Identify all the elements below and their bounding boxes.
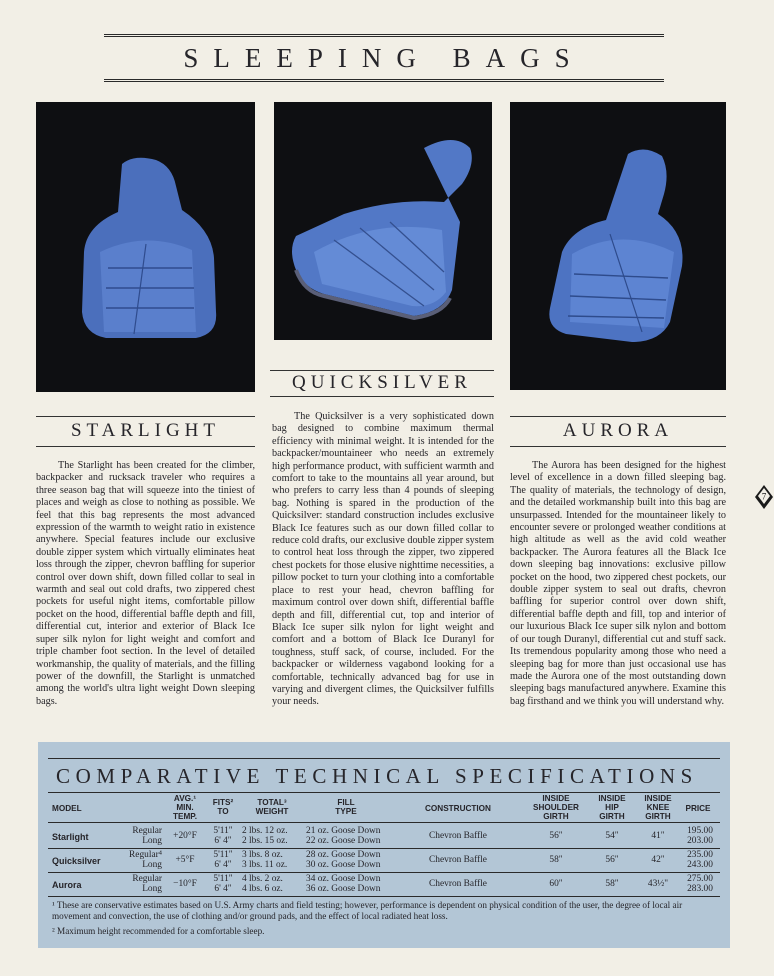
row-divider bbox=[48, 872, 720, 873]
diamond-icon bbox=[752, 484, 774, 510]
row-divider bbox=[48, 848, 720, 849]
row-knee: 41" bbox=[651, 831, 665, 841]
row-weight: 3 lbs. 8 oz. 3 lbs. 11 oz. bbox=[242, 850, 288, 871]
aurora-photo bbox=[510, 102, 726, 390]
row-price: 235.00 243.00 bbox=[687, 850, 713, 871]
row-sizes: Regular⁴ Long bbox=[129, 850, 162, 871]
row-sizes: Regular Long bbox=[132, 874, 162, 895]
row-hip: 58" bbox=[605, 879, 619, 889]
quicksilver-description: The Quicksilver is a very sophisticated down bag designed to combine maximum thermal efficiency with minimal weight. It is intended for the backpacker/mountaineer who needs an extremely high performance product, with sufficient warmth and comfort to take to the mountains all year around, but who prefers to carry less than 4 pounds of sleeping bag. Nothing is spared in the production of the Quicksilver: standard construction includes exclusive Black Ice features such as our down filled collar to reduce cold drafts, our exclusive double zipper system to control heat loss through the zipper, two zippered chest pockets for those elusive nighttime necessities, a pillow pocket to turn your clothing into a comfortable place to rest your head, chevron baffling for maximum control over down shift, differential baffle depth and fill, differential cut, top and interior of Black Ice super silk nylon for light weight and comfort and a bottom of Black Ice Duranyl for toughness, stuff sack, of course, included. For the backpacker or wilderness vagabond looking for a comfortable, technically advanced bag for use in varying and divergent climes, the Quicksilver fulfills your needs. bbox=[272, 411, 494, 708]
footnote-1: ¹ These are conservative estimates based on U.S. Army charts and field testing; however, performance is dependent on physical condition of the user, the degree of local air movement and convection, the use of clothing and/or ground pads, and the effect of local radiated heat loss. bbox=[52, 900, 683, 921]
row-price: 275.00 283.00 bbox=[687, 874, 713, 895]
page-number: 7 bbox=[761, 491, 767, 502]
specs-title-rule bbox=[48, 792, 720, 793]
row-temp: +20°F bbox=[173, 831, 197, 841]
row-model: Starlight bbox=[52, 832, 89, 842]
row-shoulder: 58" bbox=[549, 855, 563, 865]
row-model: Quicksilver bbox=[52, 856, 101, 866]
quicksilver-title: QUICKSILVER bbox=[292, 372, 472, 393]
starlight-title-rule-bottom bbox=[36, 446, 255, 447]
row-fill: 28 oz. Goose Down 30 oz. Goose Down bbox=[306, 850, 381, 871]
row-knee: 43½" bbox=[647, 879, 669, 889]
header-construction: CONSTRUCTION bbox=[425, 804, 491, 813]
row-divider bbox=[48, 896, 720, 897]
aurora-title-rule-bottom bbox=[510, 446, 726, 447]
quicksilver-photo bbox=[274, 102, 492, 340]
row-temp: +5°F bbox=[175, 855, 195, 865]
header-hip: INSIDE HIP GIRTH bbox=[598, 794, 626, 821]
aurora-title-rule bbox=[510, 416, 726, 417]
header-shoulder: INSIDE SHOULDER GIRTH bbox=[533, 794, 579, 821]
starlight-title: STARLIGHT bbox=[70, 420, 221, 441]
aurora-title: AURORA bbox=[562, 420, 674, 441]
starlight-title-rule bbox=[36, 416, 255, 417]
header-fill: FILL TYPE bbox=[335, 798, 357, 816]
header-fits: FITS² TO bbox=[212, 798, 234, 816]
specs-top-rule bbox=[48, 758, 720, 759]
row-temp: −10°F bbox=[173, 879, 197, 889]
header-knee: INSIDE KNEE GIRTH bbox=[644, 794, 672, 821]
row-hip: 56" bbox=[605, 855, 619, 865]
header-price: PRICE bbox=[685, 804, 711, 813]
row-knee: 42" bbox=[651, 855, 665, 865]
starlight-description: The Starlight has been created for the climber, backpacker and rucksack traveler who requires a three season bag that will squeeze into the tiniest of places and weigh as close to nothing as possible. We feel that this bag represents the most advanced expression of the warmth to weight ratio in existence anywhere. Special features include our exclusive double zipper system which virtually eliminates heat loss through the zipper, chevron baffling for superior control over down shift, down filled collar to seal in warmth and seal out cold drafts, two zippered chest pockets for useful night items, comfortable pillow pocket on the hood, differential baffle depth and fill, differential cut, interior and exterior of Black Ice super silk nylon for light weight and comfort and triple chamber foot section. In the level of detailed workmanship, the quality of materials, and the filling power of the downfill, the Starlight is unmatched among the world's ultra light weight Down sleeping bags. bbox=[36, 460, 255, 707]
starlight-photo bbox=[36, 102, 255, 392]
row-weight: 2 lbs. 12 oz. 2 lbs. 15 oz. bbox=[242, 826, 288, 847]
quicksilver-title-rule-bottom bbox=[270, 396, 494, 397]
header-temp: AVG.¹ MIN. TEMP. bbox=[173, 794, 197, 821]
row-construction: Chevron Baffle bbox=[429, 855, 487, 865]
page-title: SLEEPING BAGS bbox=[183, 42, 585, 73]
specs-title: COMPARATIVE TECHNICAL SPECIFICATIONS bbox=[56, 764, 698, 788]
row-fits: 5'11" 6' 4" bbox=[213, 874, 233, 895]
row-sizes: Regular Long bbox=[132, 826, 162, 847]
row-construction: Chevron Baffle bbox=[429, 879, 487, 889]
row-shoulder: 56" bbox=[549, 831, 563, 841]
page-number-badge bbox=[752, 484, 774, 510]
row-fits: 5'11" 6' 4" bbox=[213, 826, 233, 847]
row-price: 195.00 203.00 bbox=[687, 826, 713, 847]
row-hip: 54" bbox=[605, 831, 619, 841]
row-fill: 21 oz. Goose Down 22 oz. Goose Down bbox=[306, 826, 381, 847]
specs-panel bbox=[38, 742, 730, 948]
row-fill: 34 oz. Goose Down 36 oz. Goose Down bbox=[306, 874, 381, 895]
row-fits: 5'11" 6' 4" bbox=[213, 850, 233, 871]
page-title-banner bbox=[104, 34, 664, 82]
aurora-description: The Aurora has been designed for the highest level of excellence in a down filled sleeping bag. The quality of materials, the technology of design, and the detailed workmanship built into this bag are unsurpassed. Intended for the mountaineer likely to encounter severe or prolonged weather conditions at high altitude as well as the avid cold weather backpacker. The Aurora features all the Black Ice down sleeping bag innovations: exclusive pillow pocket on the hood, two zippered chest pockets, our double zipper system to seal out drafts, chevron baffling for superior control over down shift, differential baffle depth and fill, top and interior of our luxurious Black Ice super silk nylon and bottom of our tough Duranyl, differential cut and stuff sack. Its tremendous popularity among those who need a sleeping bag for more than just occasional use has made the Aurora one of the most outstanding down sleeping bags manufactured anywhere. Examine this bag firsthand and we think you will understand why. bbox=[510, 460, 726, 707]
header-model: MODEL bbox=[52, 804, 82, 813]
row-shoulder: 60" bbox=[549, 879, 563, 889]
row-model: Aurora bbox=[52, 880, 82, 890]
header-weight: TOTAL³ WEIGHT bbox=[255, 798, 289, 816]
row-construction: Chevron Baffle bbox=[429, 831, 487, 841]
footnote-2: ² Maximum height recommended for a comfortable sleep. bbox=[52, 926, 265, 936]
row-weight: 4 lbs. 2 oz. 4 lbs. 6 oz. bbox=[242, 874, 283, 895]
quicksilver-title-rule bbox=[270, 370, 494, 371]
specs-header-rule bbox=[48, 822, 720, 823]
